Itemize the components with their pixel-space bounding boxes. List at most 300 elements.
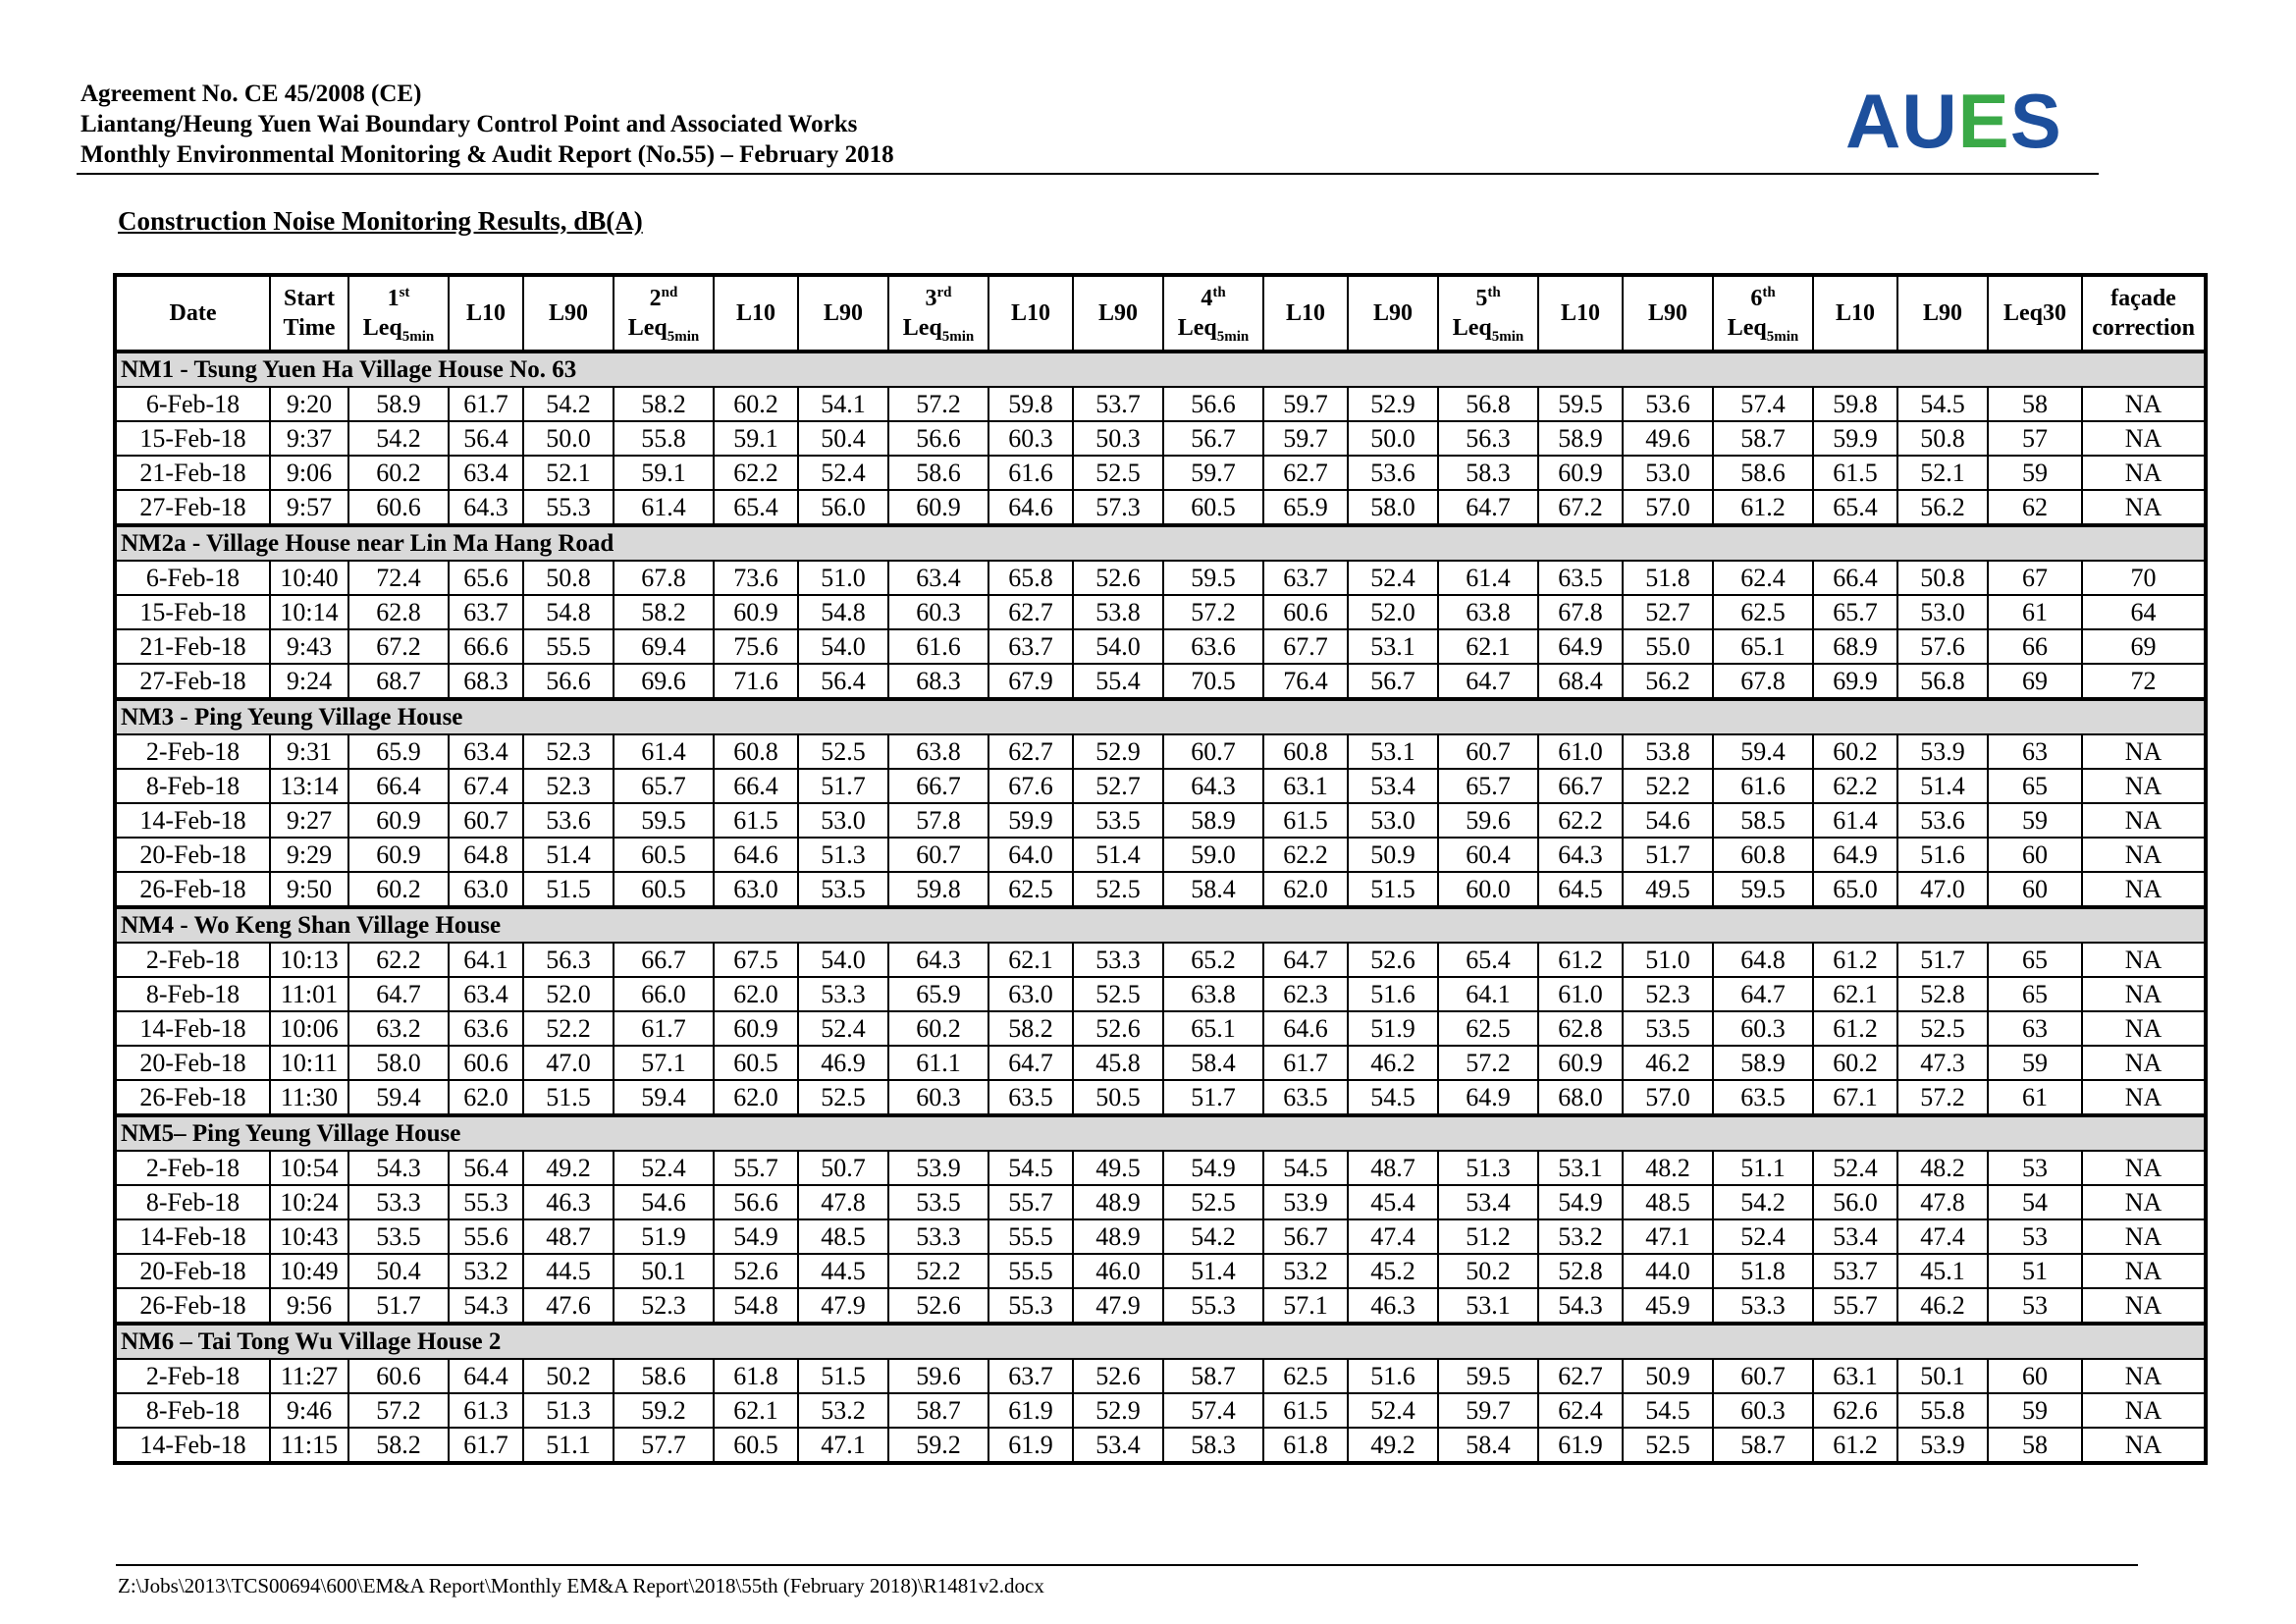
value-cell: 61.4 bbox=[614, 490, 714, 525]
value-cell: 50.8 bbox=[1897, 561, 1988, 595]
table-row bbox=[115, 1254, 2206, 1288]
value-cell: 59.0 bbox=[1163, 838, 1263, 872]
value-cell: 54.0 bbox=[1073, 629, 1163, 664]
start-time-cell: 9:20 bbox=[270, 387, 348, 421]
value-cell: 61 bbox=[1988, 595, 2082, 629]
section-header-row bbox=[115, 699, 2206, 734]
value-cell: 45.9 bbox=[1623, 1288, 1713, 1324]
col-l10-6: L10 bbox=[1813, 275, 1897, 352]
value-cell: 63.8 bbox=[1163, 977, 1263, 1011]
col-l90-3: L90 bbox=[1073, 275, 1163, 352]
value-cell: 64 bbox=[2082, 595, 2206, 629]
value-cell: 56.4 bbox=[449, 421, 523, 456]
value-cell: 60.3 bbox=[888, 595, 988, 629]
value-cell: 58.0 bbox=[1348, 490, 1438, 525]
value-cell: 51.4 bbox=[523, 838, 614, 872]
value-cell: 59 bbox=[1988, 456, 2082, 490]
value-cell: 59.6 bbox=[888, 1359, 988, 1393]
value-cell: 51.9 bbox=[1348, 1011, 1438, 1046]
value-cell: 62.5 bbox=[988, 872, 1073, 907]
value-cell: 51.5 bbox=[523, 872, 614, 907]
value-cell: 69 bbox=[1988, 664, 2082, 699]
value-cell: 61.3 bbox=[449, 1393, 523, 1428]
value-cell: 55.5 bbox=[988, 1219, 1073, 1254]
value-cell: 49.2 bbox=[523, 1151, 614, 1185]
value-cell: 50.4 bbox=[348, 1254, 449, 1288]
value-cell: 67.6 bbox=[988, 769, 1073, 803]
table-row bbox=[115, 1151, 2206, 1185]
value-cell: 52.5 bbox=[1073, 977, 1163, 1011]
start-time-cell: 10:06 bbox=[270, 1011, 348, 1046]
value-cell: 54.9 bbox=[714, 1219, 798, 1254]
value-cell: 62.7 bbox=[988, 595, 1073, 629]
value-cell: 56.6 bbox=[714, 1185, 798, 1219]
value-cell: 52.0 bbox=[523, 977, 614, 1011]
value-cell: 50.9 bbox=[1348, 838, 1438, 872]
value-cell: 75.6 bbox=[714, 629, 798, 664]
value-cell: 53.9 bbox=[1897, 734, 1988, 769]
value-cell: 44.5 bbox=[798, 1254, 888, 1288]
value-cell: 65.9 bbox=[1263, 490, 1348, 525]
section-header-row bbox=[115, 907, 2206, 943]
col-l90-2: L90 bbox=[798, 275, 888, 352]
value-cell: 54.6 bbox=[614, 1185, 714, 1219]
station-label: NM4 - Wo Keng Shan Village House bbox=[115, 907, 2206, 943]
value-cell: 69 bbox=[2082, 629, 2206, 664]
header-row bbox=[115, 275, 2206, 352]
value-cell: 76.4 bbox=[1263, 664, 1348, 699]
value-cell: 62.2 bbox=[714, 456, 798, 490]
date-cell: 14-Feb-18 bbox=[115, 1219, 270, 1254]
value-cell: 44.0 bbox=[1623, 1254, 1713, 1288]
col-l10-3: L10 bbox=[988, 275, 1073, 352]
value-cell: 62.2 bbox=[1538, 803, 1623, 838]
value-cell: 61.2 bbox=[1813, 943, 1897, 977]
value-cell: 59 bbox=[1988, 1046, 2082, 1080]
date-cell: 2-Feb-18 bbox=[115, 943, 270, 977]
value-cell: 60 bbox=[1988, 872, 2082, 907]
value-cell: 61.4 bbox=[1813, 803, 1897, 838]
value-cell: 60.6 bbox=[1263, 595, 1348, 629]
value-cell: 48.7 bbox=[523, 1219, 614, 1254]
value-cell: 64.5 bbox=[1538, 872, 1623, 907]
value-cell: 72 bbox=[2082, 664, 2206, 699]
value-cell: 64.7 bbox=[1438, 664, 1538, 699]
value-cell: 65.4 bbox=[1438, 943, 1538, 977]
value-cell: 61.9 bbox=[988, 1428, 1073, 1463]
value-cell: 61.2 bbox=[1813, 1428, 1897, 1463]
value-cell: 57.7 bbox=[614, 1428, 714, 1463]
value-cell: 50.2 bbox=[1438, 1254, 1538, 1288]
value-cell: 52.5 bbox=[798, 1080, 888, 1115]
value-cell: 47.9 bbox=[798, 1288, 888, 1324]
value-cell: 66 bbox=[1988, 629, 2082, 664]
value-cell: NA bbox=[2082, 943, 2206, 977]
value-cell: 67.8 bbox=[614, 561, 714, 595]
value-cell: 60.5 bbox=[714, 1428, 798, 1463]
date-cell: 2-Feb-18 bbox=[115, 734, 270, 769]
value-cell: 65.9 bbox=[348, 734, 449, 769]
value-cell: 47.0 bbox=[523, 1046, 614, 1080]
value-cell: 52.6 bbox=[888, 1288, 988, 1324]
start-time-cell: 10:13 bbox=[270, 943, 348, 977]
date-cell: 8-Feb-18 bbox=[115, 1185, 270, 1219]
col-l90-1: L90 bbox=[523, 275, 614, 352]
value-cell: 63 bbox=[1988, 734, 2082, 769]
table-row bbox=[115, 1046, 2206, 1080]
value-cell: 52.9 bbox=[1348, 387, 1438, 421]
start-time-cell: 11:27 bbox=[270, 1359, 348, 1393]
value-cell: 52.4 bbox=[798, 456, 888, 490]
value-cell: 62.3 bbox=[1263, 977, 1348, 1011]
value-cell: 51.2 bbox=[1438, 1219, 1538, 1254]
agreement-number: Agreement No. CE 45/2008 (CE) bbox=[80, 81, 422, 107]
value-cell: 52.3 bbox=[523, 734, 614, 769]
value-cell: 61.4 bbox=[1438, 561, 1538, 595]
value-cell: 52.4 bbox=[614, 1151, 714, 1185]
value-cell: 59.8 bbox=[1813, 387, 1897, 421]
value-cell: 47.6 bbox=[523, 1288, 614, 1324]
value-cell: 56.7 bbox=[1348, 664, 1438, 699]
value-cell: 63.7 bbox=[988, 1359, 1073, 1393]
value-cell: 53.2 bbox=[1538, 1219, 1623, 1254]
aues-logo: AUES bbox=[1845, 78, 2062, 164]
value-cell: 53.2 bbox=[449, 1254, 523, 1288]
value-cell: 52.9 bbox=[1073, 734, 1163, 769]
value-cell: 51.3 bbox=[1438, 1151, 1538, 1185]
value-cell: 59.5 bbox=[1538, 387, 1623, 421]
value-cell: 60.7 bbox=[1713, 1359, 1813, 1393]
value-cell: 60.3 bbox=[988, 421, 1073, 456]
value-cell: 65 bbox=[1988, 769, 2082, 803]
value-cell: 44.5 bbox=[523, 1254, 614, 1288]
station-label: NM6 – Tai Tong Wu Village House 2 bbox=[115, 1324, 2206, 1359]
value-cell: 59.1 bbox=[714, 421, 798, 456]
value-cell: 52.4 bbox=[1713, 1219, 1813, 1254]
value-cell: 59.1 bbox=[614, 456, 714, 490]
start-time-cell: 9:06 bbox=[270, 456, 348, 490]
value-cell: 56.8 bbox=[1438, 387, 1538, 421]
value-cell: 64.6 bbox=[1263, 1011, 1348, 1046]
value-cell: 50.3 bbox=[1073, 421, 1163, 456]
value-cell: 52.5 bbox=[798, 734, 888, 769]
value-cell: 60.9 bbox=[888, 490, 988, 525]
date-cell: 27-Feb-18 bbox=[115, 664, 270, 699]
value-cell: 64.1 bbox=[1438, 977, 1538, 1011]
value-cell: NA bbox=[2082, 838, 2206, 872]
start-time-cell: 9:24 bbox=[270, 664, 348, 699]
col-date: Date bbox=[115, 275, 270, 352]
value-cell: 60.5 bbox=[714, 1046, 798, 1080]
value-cell: 70.5 bbox=[1163, 664, 1263, 699]
value-cell: 45.1 bbox=[1897, 1254, 1988, 1288]
value-cell: 53.5 bbox=[888, 1185, 988, 1219]
value-cell: 58.3 bbox=[1163, 1428, 1263, 1463]
col-leq-2: 2nd Leq$_{5min}$ bbox=[614, 275, 714, 352]
value-cell: 61.7 bbox=[449, 1428, 523, 1463]
value-cell: 67 bbox=[1988, 561, 2082, 595]
col-leq-5: 5th Leq$_{5min}$ bbox=[1438, 275, 1538, 352]
value-cell: 54.1 bbox=[798, 387, 888, 421]
value-cell: 63.5 bbox=[988, 1080, 1073, 1115]
value-cell: 54.3 bbox=[348, 1151, 449, 1185]
value-cell: 58.4 bbox=[1163, 872, 1263, 907]
value-cell: 52.3 bbox=[523, 769, 614, 803]
table-row bbox=[115, 1288, 2206, 1324]
value-cell: 49.6 bbox=[1623, 421, 1713, 456]
value-cell: 64.8 bbox=[449, 838, 523, 872]
value-cell: NA bbox=[2082, 1428, 2206, 1463]
value-cell: 67.8 bbox=[1713, 664, 1813, 699]
col-leq-3: 3rd Leq$_{5min}$ bbox=[888, 275, 988, 352]
value-cell: 50.1 bbox=[1897, 1359, 1988, 1393]
value-cell: 57.1 bbox=[1263, 1288, 1348, 1324]
start-time-cell: 9:29 bbox=[270, 838, 348, 872]
value-cell: 62.5 bbox=[1438, 1011, 1538, 1046]
value-cell: 61.0 bbox=[1538, 977, 1623, 1011]
value-cell: 60 bbox=[1988, 838, 2082, 872]
value-cell: 55.5 bbox=[988, 1254, 1073, 1288]
value-cell: 52.8 bbox=[1538, 1254, 1623, 1288]
value-cell: 53.0 bbox=[798, 803, 888, 838]
value-cell: 63.7 bbox=[449, 595, 523, 629]
value-cell: 53 bbox=[1988, 1219, 2082, 1254]
value-cell: 54.5 bbox=[1897, 387, 1988, 421]
value-cell: 64.7 bbox=[1713, 977, 1813, 1011]
start-time-cell: 11:30 bbox=[270, 1080, 348, 1115]
value-cell: 61.2 bbox=[1713, 490, 1813, 525]
value-cell: 64.7 bbox=[988, 1046, 1073, 1080]
value-cell: 57.2 bbox=[348, 1393, 449, 1428]
value-cell: NA bbox=[2082, 1011, 2206, 1046]
value-cell: 51.4 bbox=[1073, 838, 1163, 872]
col-start-time: Start Time bbox=[270, 275, 348, 352]
value-cell: 69.9 bbox=[1813, 664, 1897, 699]
value-cell: 63.4 bbox=[449, 734, 523, 769]
date-cell: 21-Feb-18 bbox=[115, 456, 270, 490]
date-cell: 14-Feb-18 bbox=[115, 1011, 270, 1046]
value-cell: 51.6 bbox=[1348, 1359, 1438, 1393]
value-cell: 58.9 bbox=[1538, 421, 1623, 456]
value-cell: 52.7 bbox=[1073, 769, 1163, 803]
value-cell: 51.9 bbox=[614, 1219, 714, 1254]
value-cell: 63.4 bbox=[449, 977, 523, 1011]
date-cell: 8-Feb-18 bbox=[115, 769, 270, 803]
table-row bbox=[115, 1359, 2206, 1393]
value-cell: NA bbox=[2082, 872, 2206, 907]
value-cell: 69.4 bbox=[614, 629, 714, 664]
col-l10-4: L10 bbox=[1263, 275, 1348, 352]
value-cell: 52.5 bbox=[1163, 1185, 1263, 1219]
value-cell: 50.7 bbox=[798, 1151, 888, 1185]
start-time-cell: 10:49 bbox=[270, 1254, 348, 1288]
date-cell: 21-Feb-18 bbox=[115, 629, 270, 664]
date-cell: 6-Feb-18 bbox=[115, 387, 270, 421]
value-cell: 63.6 bbox=[1163, 629, 1263, 664]
value-cell: 66.0 bbox=[614, 977, 714, 1011]
value-cell: 62.2 bbox=[1813, 769, 1897, 803]
value-cell: 53.7 bbox=[1813, 1254, 1897, 1288]
value-cell: 68.4 bbox=[1538, 664, 1623, 699]
col-l90-6: L90 bbox=[1897, 275, 1988, 352]
value-cell: 62.7 bbox=[988, 734, 1073, 769]
value-cell: 59.8 bbox=[988, 387, 1073, 421]
value-cell: 65.7 bbox=[1438, 769, 1538, 803]
table-row bbox=[115, 872, 2206, 907]
section-header-row bbox=[115, 1324, 2206, 1359]
start-time-cell: 11:01 bbox=[270, 977, 348, 1011]
value-cell: 63.4 bbox=[888, 561, 988, 595]
value-cell: 64.8 bbox=[1713, 943, 1813, 977]
value-cell: 64.9 bbox=[1538, 629, 1623, 664]
value-cell: 55.7 bbox=[988, 1185, 1073, 1219]
value-cell: 52.4 bbox=[1348, 1393, 1438, 1428]
value-cell: 54.2 bbox=[1163, 1219, 1263, 1254]
value-cell: 54.2 bbox=[523, 387, 614, 421]
value-cell: 52.7 bbox=[1623, 595, 1713, 629]
value-cell: 46.2 bbox=[1623, 1046, 1713, 1080]
value-cell: 48.5 bbox=[798, 1219, 888, 1254]
value-cell: 53.1 bbox=[1348, 734, 1438, 769]
value-cell: 54.2 bbox=[348, 421, 449, 456]
value-cell: 60.5 bbox=[1163, 490, 1263, 525]
value-cell: 50.9 bbox=[1623, 1359, 1713, 1393]
value-cell: 60.7 bbox=[449, 803, 523, 838]
value-cell: 61.5 bbox=[1813, 456, 1897, 490]
value-cell: 56.7 bbox=[1163, 421, 1263, 456]
value-cell: 60.9 bbox=[714, 595, 798, 629]
value-cell: 56.2 bbox=[1897, 490, 1988, 525]
value-cell: 58.0 bbox=[348, 1046, 449, 1080]
value-cell: 53.4 bbox=[1813, 1219, 1897, 1254]
value-cell: 50.5 bbox=[1073, 1080, 1163, 1115]
value-cell: 64.4 bbox=[449, 1359, 523, 1393]
value-cell: 65.7 bbox=[1813, 595, 1897, 629]
value-cell: 56.6 bbox=[888, 421, 988, 456]
value-cell: 59.2 bbox=[614, 1393, 714, 1428]
value-cell: 56.6 bbox=[1163, 387, 1263, 421]
table-row bbox=[115, 387, 2206, 421]
value-cell: 53.7 bbox=[1073, 387, 1163, 421]
start-time-cell: 9:56 bbox=[270, 1288, 348, 1324]
value-cell: 59.6 bbox=[1438, 803, 1538, 838]
value-cell: 62 bbox=[1988, 490, 2082, 525]
value-cell: 65.6 bbox=[449, 561, 523, 595]
value-cell: 72.4 bbox=[348, 561, 449, 595]
value-cell: 54.5 bbox=[1263, 1151, 1348, 1185]
value-cell: 58.9 bbox=[1713, 1046, 1813, 1080]
value-cell: 54.3 bbox=[449, 1288, 523, 1324]
value-cell: 57.4 bbox=[1163, 1393, 1263, 1428]
value-cell: 62.7 bbox=[1263, 456, 1348, 490]
value-cell: 53.1 bbox=[1348, 629, 1438, 664]
date-cell: 20-Feb-18 bbox=[115, 1254, 270, 1288]
value-cell: 54.5 bbox=[1623, 1393, 1713, 1428]
value-cell: 60.3 bbox=[1713, 1393, 1813, 1428]
value-cell: 59.4 bbox=[614, 1080, 714, 1115]
value-cell: 63.8 bbox=[1438, 595, 1538, 629]
value-cell: 59.2 bbox=[888, 1428, 988, 1463]
value-cell: 53.4 bbox=[1438, 1185, 1538, 1219]
value-cell: 56.7 bbox=[1263, 1219, 1348, 1254]
value-cell: 53.6 bbox=[1623, 387, 1713, 421]
start-time-cell: 9:27 bbox=[270, 803, 348, 838]
value-cell: 51.4 bbox=[1897, 769, 1988, 803]
table-row bbox=[115, 734, 2206, 769]
table-row bbox=[115, 838, 2206, 872]
value-cell: 64.9 bbox=[1813, 838, 1897, 872]
value-cell: 58.2 bbox=[348, 1428, 449, 1463]
value-cell: 56.8 bbox=[1897, 664, 1988, 699]
value-cell: 58.7 bbox=[888, 1393, 988, 1428]
value-cell: 52.1 bbox=[523, 456, 614, 490]
value-cell: NA bbox=[2082, 803, 2206, 838]
date-cell: 26-Feb-18 bbox=[115, 1080, 270, 1115]
col-l10-2: L10 bbox=[714, 275, 798, 352]
value-cell: 53.5 bbox=[1623, 1011, 1713, 1046]
value-cell: 62.1 bbox=[1438, 629, 1538, 664]
table-row bbox=[115, 1185, 2206, 1219]
value-cell: 58.7 bbox=[1713, 1428, 1813, 1463]
value-cell: 60.3 bbox=[888, 1080, 988, 1115]
value-cell: 61.4 bbox=[614, 734, 714, 769]
value-cell: 56.3 bbox=[1438, 421, 1538, 456]
table-row bbox=[115, 595, 2206, 629]
value-cell: 52.5 bbox=[1073, 456, 1163, 490]
value-cell: 57.0 bbox=[1623, 490, 1713, 525]
value-cell: 61.5 bbox=[1263, 803, 1348, 838]
value-cell: 53.1 bbox=[1538, 1151, 1623, 1185]
value-cell: 64.7 bbox=[348, 977, 449, 1011]
value-cell: NA bbox=[2082, 490, 2206, 525]
table-row bbox=[115, 561, 2206, 595]
value-cell: 61.6 bbox=[988, 456, 1073, 490]
value-cell: 59.9 bbox=[988, 803, 1073, 838]
value-cell: 67.1 bbox=[1813, 1080, 1897, 1115]
value-cell: 65.0 bbox=[1813, 872, 1897, 907]
value-cell: 54.9 bbox=[1163, 1151, 1263, 1185]
value-cell: 49.2 bbox=[1348, 1428, 1438, 1463]
value-cell: 63.5 bbox=[1538, 561, 1623, 595]
table-row bbox=[115, 803, 2206, 838]
value-cell: 61.9 bbox=[988, 1393, 1073, 1428]
value-cell: 60.9 bbox=[714, 1011, 798, 1046]
station-label: NM3 - Ping Yeung Village House bbox=[115, 699, 2206, 734]
value-cell: 55.0 bbox=[1623, 629, 1713, 664]
value-cell: NA bbox=[2082, 1046, 2206, 1080]
value-cell: 60.7 bbox=[1163, 734, 1263, 769]
value-cell: 63.5 bbox=[1263, 1080, 1348, 1115]
value-cell: 54.3 bbox=[1538, 1288, 1623, 1324]
value-cell: 52.4 bbox=[798, 1011, 888, 1046]
value-cell: 62.0 bbox=[714, 1080, 798, 1115]
start-time-cell: 9:37 bbox=[270, 421, 348, 456]
value-cell: 67.9 bbox=[988, 664, 1073, 699]
value-cell: 56.3 bbox=[523, 943, 614, 977]
value-cell: 51.7 bbox=[1623, 838, 1713, 872]
value-cell: 53.9 bbox=[1263, 1185, 1348, 1219]
col-l10-1: L10 bbox=[449, 275, 523, 352]
value-cell: NA bbox=[2082, 1151, 2206, 1185]
value-cell: 71.6 bbox=[714, 664, 798, 699]
value-cell: 62.5 bbox=[1263, 1359, 1348, 1393]
col-leq-1: 1st Leq$_{5min}$ bbox=[348, 275, 449, 352]
value-cell: 58 bbox=[1988, 387, 2082, 421]
value-cell: 47.3 bbox=[1897, 1046, 1988, 1080]
value-cell: 66.4 bbox=[714, 769, 798, 803]
value-cell: 63.8 bbox=[888, 734, 988, 769]
value-cell: 51.3 bbox=[523, 1393, 614, 1428]
